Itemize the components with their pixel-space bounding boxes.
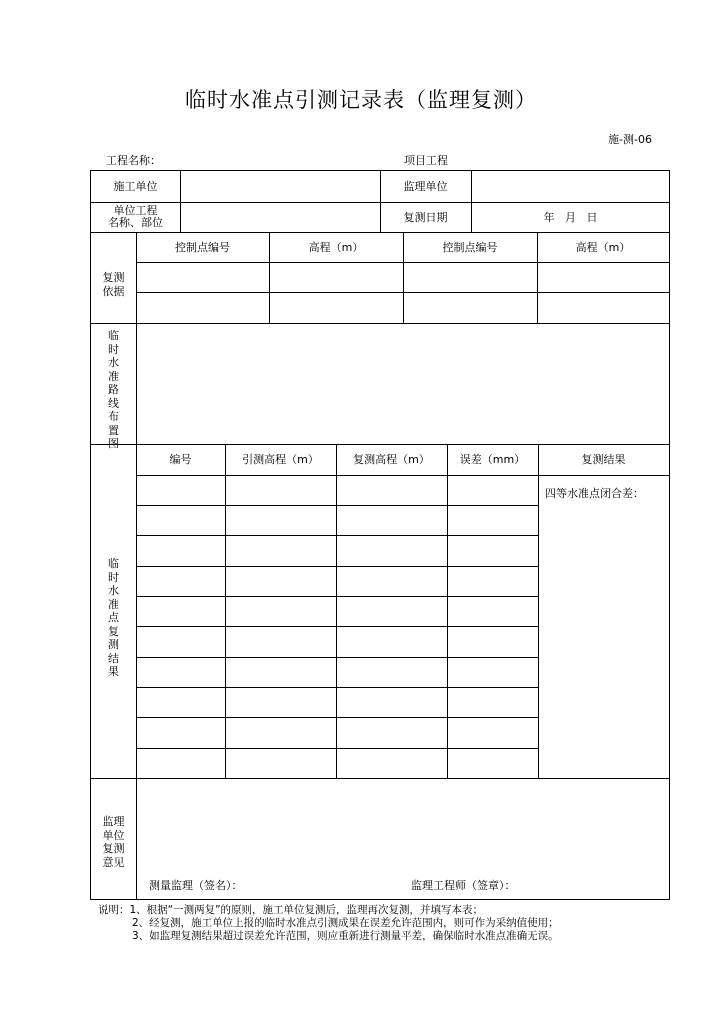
results-header-error: 误差（mm）: [459, 453, 526, 466]
retest-date-field[interactable]: 年 月 日: [543, 210, 598, 224]
results-header-lead-elevation: 引测高程（m）: [242, 453, 319, 466]
basis-header-elevation-2: 高程（m）: [575, 240, 631, 254]
supervision-unit-label: 监理单位: [403, 180, 448, 193]
record-table: [90, 170, 670, 900]
opinion-section-label: 监理 单位 复测 意见: [102, 815, 125, 869]
unit-project-label-line1: 单位工程: [113, 204, 158, 217]
closure-error-note: 四等水准点闭合差：: [545, 487, 644, 500]
supervising-engineer-signature[interactable]: 监理工程师（签章）：: [411, 879, 516, 892]
retest-date-label: 复测日期: [403, 210, 448, 224]
basis-section-label: 复测 依据: [102, 271, 125, 298]
supervision-unit-field[interactable]: [472, 171, 669, 202]
note-2: 2、经复测，施工单位上报的临时水准点引测成果在误差允许范围内，则可作为采纳值使用；: [132, 917, 559, 929]
unit-project-field[interactable]: [181, 202, 380, 232]
construction-unit-field[interactable]: [181, 171, 380, 202]
results-section-label: 临 时 水 准 点 复 测 结 果: [108, 557, 119, 678]
project-name-label: 工程名称：: [106, 154, 161, 167]
survey-supervisor-signature[interactable]: 测量监理（签名）：: [149, 879, 243, 892]
page-title: 临时水准点引测记录表（监理复测）: [185, 88, 537, 112]
results-header-number: 编号: [169, 453, 192, 466]
unit-project-label-line2: 名称、部位: [108, 216, 163, 229]
construction-unit-label: 施工单位: [113, 180, 158, 193]
results-header-retest-result: 复测结果: [581, 453, 626, 466]
notes: [98, 904, 559, 943]
note-1: 说明：1、根据“一测两复”的原则，施工单位复测后，监理再次复测，并填写本表；: [98, 904, 484, 916]
form-code: 施-测-06: [608, 133, 652, 146]
sub-project-label: 项目工程: [404, 154, 448, 167]
basis-header-control-point-1: 控制点编号: [175, 240, 230, 254]
route-diagram-area[interactable]: [137, 324, 669, 444]
basis-header-elevation-1: 高程（m）: [308, 240, 364, 254]
basis-header-control-point-2: 控制点编号: [442, 240, 498, 254]
route-section-label: 临 时 水 准 路 线 布 置 图: [108, 329, 119, 450]
unit-project-label: [91, 202, 180, 232]
note-3: 3、如监理复测结果超过误差允许范围，则应重新进行测量平差，确保临时水准点准确无误。: [132, 930, 559, 942]
results-header-retest-elevation: 复测高程（m）: [353, 453, 430, 466]
